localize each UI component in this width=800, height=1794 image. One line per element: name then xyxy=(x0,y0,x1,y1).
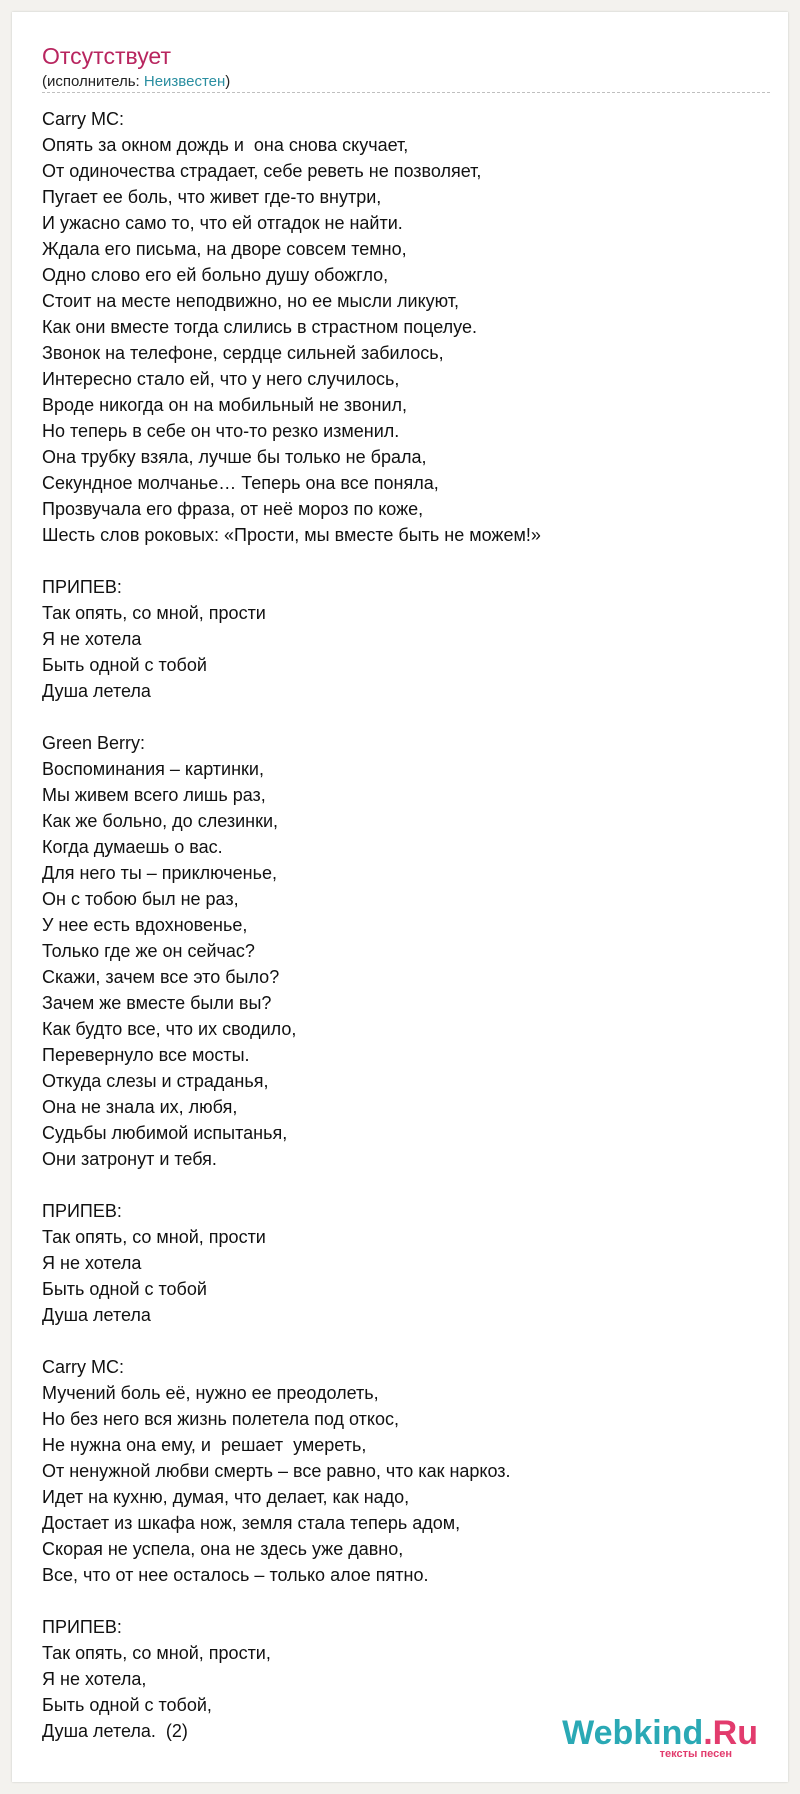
logo-brand: Webkind xyxy=(562,1714,704,1752)
lyrics-text: Carry MC: Опять за окном дождь и она снова скучает, От одиночества страдает, себе реветь не позволяет, Пугает ее боль, что живет где-то внутри, И ужасно само то, что ей отгадок не найти. Ждала его письма, на дворе совсем темно, Одно слово его ей больно душу обожгло, Стоит на месте неподвижно, но ее мысли ликуют, Как они вместе тогда слились в страстном поцелуе. Звонок на телефоне, сердце сильней забилось, Интересно стало ей, что у него случилось, Вроде никогда он на мобильный не звонил, Но теперь в себе он что-то резко изменил. Она трубку взяла, лучше бы только не брала, Секундное молчанье… Теперь она все поняла, Прозвучала его фраза, от неё мороз по коже, Шесть слов роковых: «Прости, мы вместе быть не можем!» ПРИПЕВ: Так опять, со мной, прости Я не хотела Быть одной с тобой Душа летела Green Berry: Воспоминания – картинки, Мы живем всего лишь раз, Как же больно, до слезинки, Когда думаешь о вас. Для него ты – приключенье, Он с тобою был не раз, У нее есть вдохновенье, Только где же он сейчас? Скажи, зачем все это было? Зачем же вместе были вы? Как будто все, что их сводило, Перевернуло все мосты. Откуда слезы и страданья, Она не знала их, любя, Судьбы любимой испытанья, Они затронут и тебя. ПРИПЕВ: Так опять, со мной, прости Я не хотела Быть одной с тобой Душа летела Carry MC: Мучений боль её, нужно ее преодолеть, Но без него вся жизнь полетела под откос, Не нужна она ему, и решает умереть, От ненужной любви смерть – все равно, что как наркоз. Идет на кухню, думая, что делает, как надо, Достает из шкафа нож, земля стала теперь адом, Скорая не успела, она не здесь уже давно, Все, что от нее осталось – только алое пятно. ПРИПЕВ: Так опять, со мной, прости, Я не хотела, Быть одной с тобой, Душа летела. (2) xyxy=(42,109,541,1741)
site-logo xyxy=(562,1716,758,1760)
performer-suffix: ) xyxy=(225,73,231,90)
header-divider xyxy=(42,92,770,93)
performer-prefix: (исполнитель: xyxy=(42,73,144,90)
song-title: Отсутствует xyxy=(42,43,171,69)
logo-wordmark xyxy=(562,1716,758,1750)
lyrics-card xyxy=(12,12,788,1782)
logo-domain: .Ru xyxy=(703,1714,758,1752)
performer-line xyxy=(42,72,772,92)
artist-link[interactable]: Неизвестен xyxy=(143,73,226,90)
song-header xyxy=(42,42,772,92)
logo-tagline: тексты песен xyxy=(659,1748,732,1760)
